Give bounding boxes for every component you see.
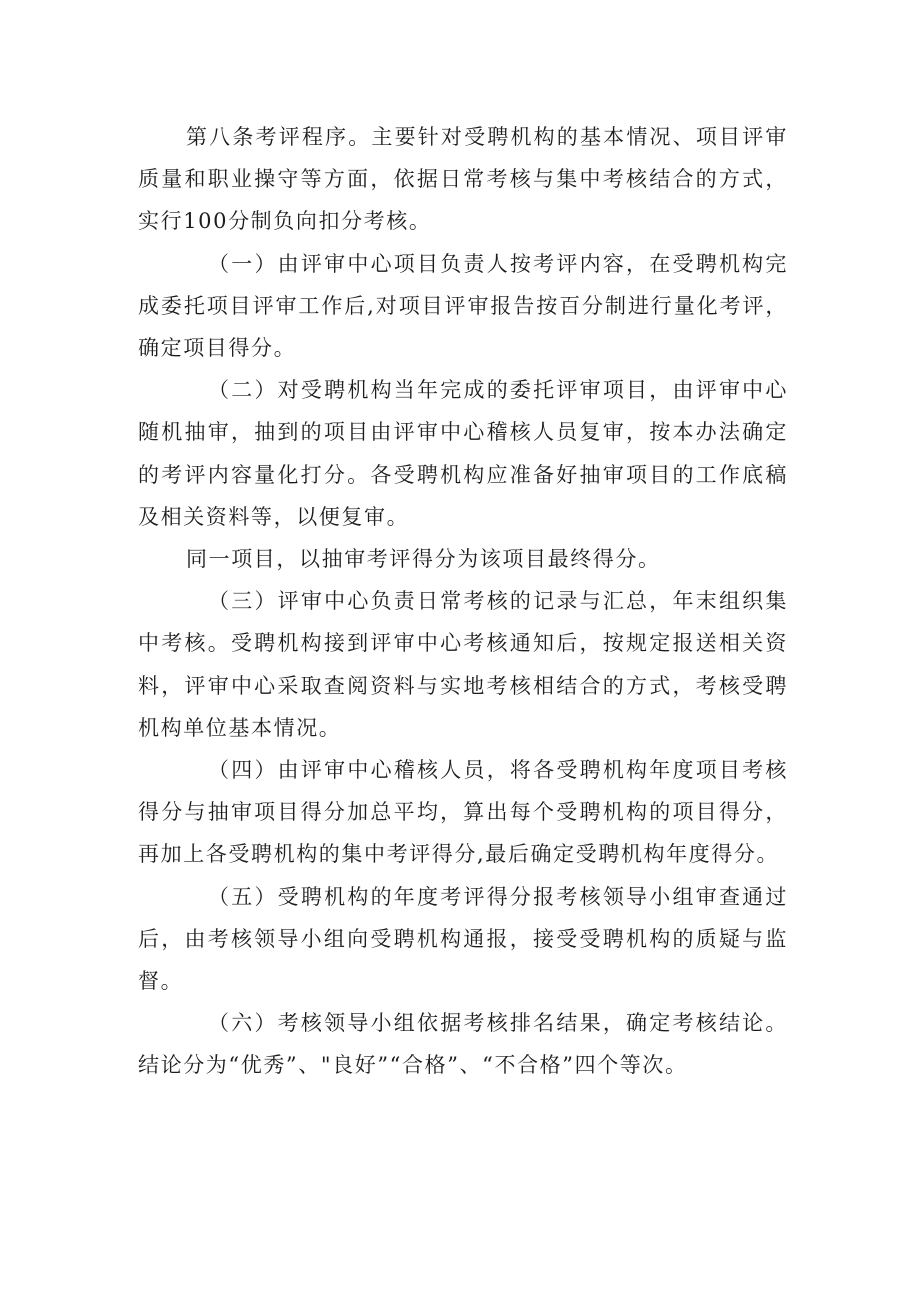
paragraph-item-2: （二）对受聘机构当年完成的委托评审项目，由评审中心随机抽审，抽到的项目由评审中心稽核人员复审，按本办法确定的考评内容量化打分。各受聘机构应准备好抽审项目的工作底稿及相关资料等，以便复审。 [138, 378, 788, 529]
document-body [138, 116, 788, 1087]
paragraph-item-4: （四）由评审中心稽核人员，将各受聘机构年度项目考核得分与抽审项目得分加总平均，算出每个受聘机构的项目得分，再加上各受聘机构的集中考评得分,最后确定受聘机构年度得分。 [138, 758, 788, 867]
paragraph-article-8: 第八条考评程序。主要针对受聘机构的基本情况、项目评审质量和职业操守等方面，依据日常考核与集中考核结合的方式，实行100分制负向扣分考核。 [138, 125, 788, 234]
paragraph-same-project: 同一项目，以抽审考评得分为该项目最终得分。 [186, 547, 661, 572]
paragraph-item-6: （六）考核领导小组依据考核排名结果，确定考核结论。结论分为“优秀”、"良好”“合格”、“不合格”四个等次。 [138, 1011, 788, 1078]
paragraph-item-3: （三）评审中心负责日常考核的记录与汇总，年末组织集中考核。受聘机构接到评审中心考核通知后，按规定报送相关资料，评审中心采取查阅资料与实地考核相结合的方式，考核受聘机构单位基本情况。 [138, 589, 788, 740]
paragraph-item-5: （五）受聘机构的年度考评得分报考核领导小组审查通过后，由考核领导小组向受聘机构通报，接受受聘机构的质疑与监督。 [138, 884, 788, 994]
paragraph-item-1: （一）由评审中心项目负责人按考评内容，在受聘机构完成委托项目评审工作后,对项目评审报告按百分制进行量化考评，确定项目得分。 [138, 251, 788, 361]
